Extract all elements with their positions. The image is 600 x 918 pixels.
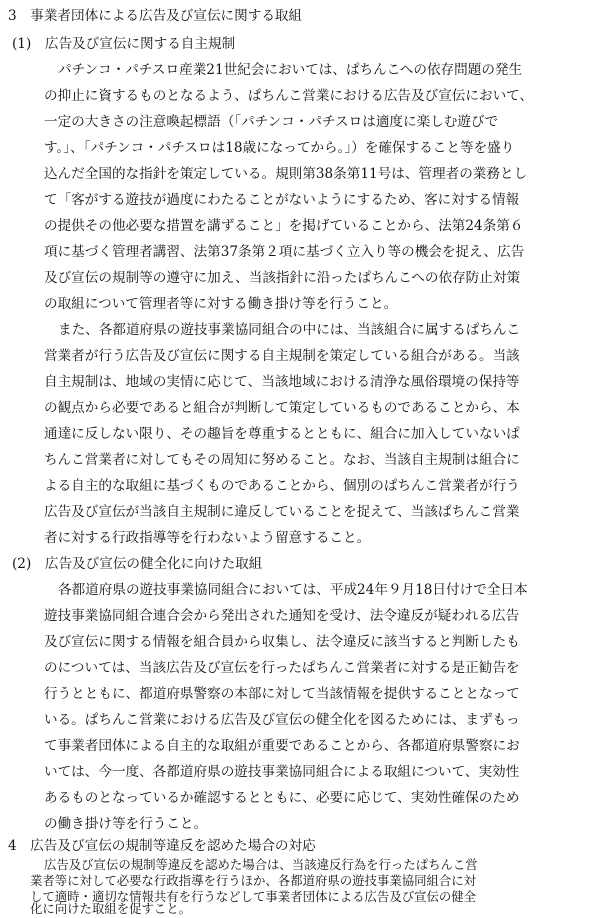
text-line: 化に向けた取組を促すこと。 xyxy=(30,901,192,916)
text-line: の働き掛け等を行うこと。 xyxy=(44,816,208,832)
text-line: いる。ぱちんこ営業における広告及び宣伝の健全化を図るためには、まずもっ xyxy=(44,712,520,728)
text-line: 及び宣伝の規制等の遵守に加え、当該指針に沿ったぱちんこへの依存防止対策 xyxy=(44,270,521,286)
section-3-2-heading: (2) 広告及び宣伝の健全化に向けた取組 xyxy=(12,556,263,572)
text-line: て事業者団体による自主的な取組が重要であることから、各都道府県警察にお xyxy=(44,738,520,754)
text-line: また、各都道府県の遊技事業協同組合の中には、当該組合に属するぱちんこ xyxy=(58,322,521,338)
text-line: の観点から必要であると組合が判断して策定しているものであることから、本 xyxy=(44,400,520,416)
text-line: 者に対する行政指導等を行わないよう留意すること。 xyxy=(44,530,371,546)
text-line: の提供その他必要な措置を講ずること」を掲げていることから、法第24条第６ xyxy=(44,218,524,234)
text-line: パチンコ・パチスロ産業21世紀会においては、ぱちんこへの依存問題の発生 xyxy=(58,62,523,78)
text-line: 自主規制は、地域の実情に応じて、当該地域における清浄な風俗環境の保持等 xyxy=(44,374,520,390)
text-line: 通達に反しない限り、その趣旨を尊重するとともに、組合に加入していないぱ xyxy=(44,426,520,442)
text-line: して適時・適切な情報共有を行うなどして事業者団体による広告及び宣伝の健全 xyxy=(30,889,477,904)
text-line: よる自主的な取組に基づくものであることから、個別のぱちんこ営業者が行う xyxy=(44,478,520,494)
text-line: 行うとともに、都道府県警察の本部に対して当該情報を提供することとなって xyxy=(44,686,520,702)
text-line: あるものとなっているか確認するとともに、必要に応じて、実効性確保のため xyxy=(44,790,520,806)
section-3-1-heading: (1) 広告及び宣伝に関する自主規制 xyxy=(12,36,236,52)
text-line: ちんこ営業者に対してもその周知に努めること。なお、当該自主規制は組合に xyxy=(44,452,520,468)
text-line: 及び宣伝に関する情報を組合員から収集し、法令違反に該当すると判断したも xyxy=(44,634,520,650)
section-3-heading: 3 事業者団体による広告及び宣伝に関する取組 xyxy=(8,8,303,24)
section-4-heading: 4 広告及び宣伝の規制等違反を認めた場合の対応 xyxy=(8,838,316,854)
text-line: て「客がする遊技が過度にわたることがないようにするため、客に対する情報 xyxy=(44,192,520,208)
text-line: 込んだ全国的な指針を策定している。規則第38条第11号は、管理者の業務とし xyxy=(44,166,528,182)
text-line: 広告及び宣伝の規制等違反を認めた場合は、当該違反行為を行ったぱちんこ営 xyxy=(44,857,478,872)
text-line: のについては、当該広告及び宣伝を行ったぱちんこ営業者に対する是正勧告を xyxy=(44,660,520,676)
text-line: 一定の大きさの注意喚起標語（「パチンコ・パチスロは適度に楽しむ遊びで xyxy=(44,114,499,130)
text-line: 業者等に対して必要な行政指導を行うほか、各都道府県の遊技事業協同組合に対 xyxy=(30,873,477,888)
text-line: の取組について管理者等に対する働き掛け等を行うこと。 xyxy=(44,296,398,312)
text-line: 広告及び宣伝が当該自主規制に違反していることを捉えて、当該ぱちんこ営業 xyxy=(44,504,520,520)
text-line: 遊技事業協同組合連合会から発出された通知を受け、法令違反が疑われる広告 xyxy=(44,608,520,624)
text-line: 項に基づく管理者講習、法第37条第２項に基づく立入り等の機会を捉え、広告 xyxy=(44,244,525,260)
text-line: いては、今一度、各都道府県の遊技事業協同組合による取組について、実効性 xyxy=(44,764,520,780)
text-line: の抑止に資するものとなるよう、ぱちんこ営業における広告及び宣伝において、 xyxy=(44,88,534,104)
text-line: 営業者が行う広告及び宣伝に関する自主規制を策定している組合がある。当該 xyxy=(44,348,520,364)
text-line: す。」、「パチンコ・パチスロは18歳になってから。」）を確保すること等を盛り xyxy=(44,140,515,156)
text-line: 各都道府県の遊技事業協同組合においては、平成24年９月18日付けで全日本 xyxy=(58,582,528,598)
